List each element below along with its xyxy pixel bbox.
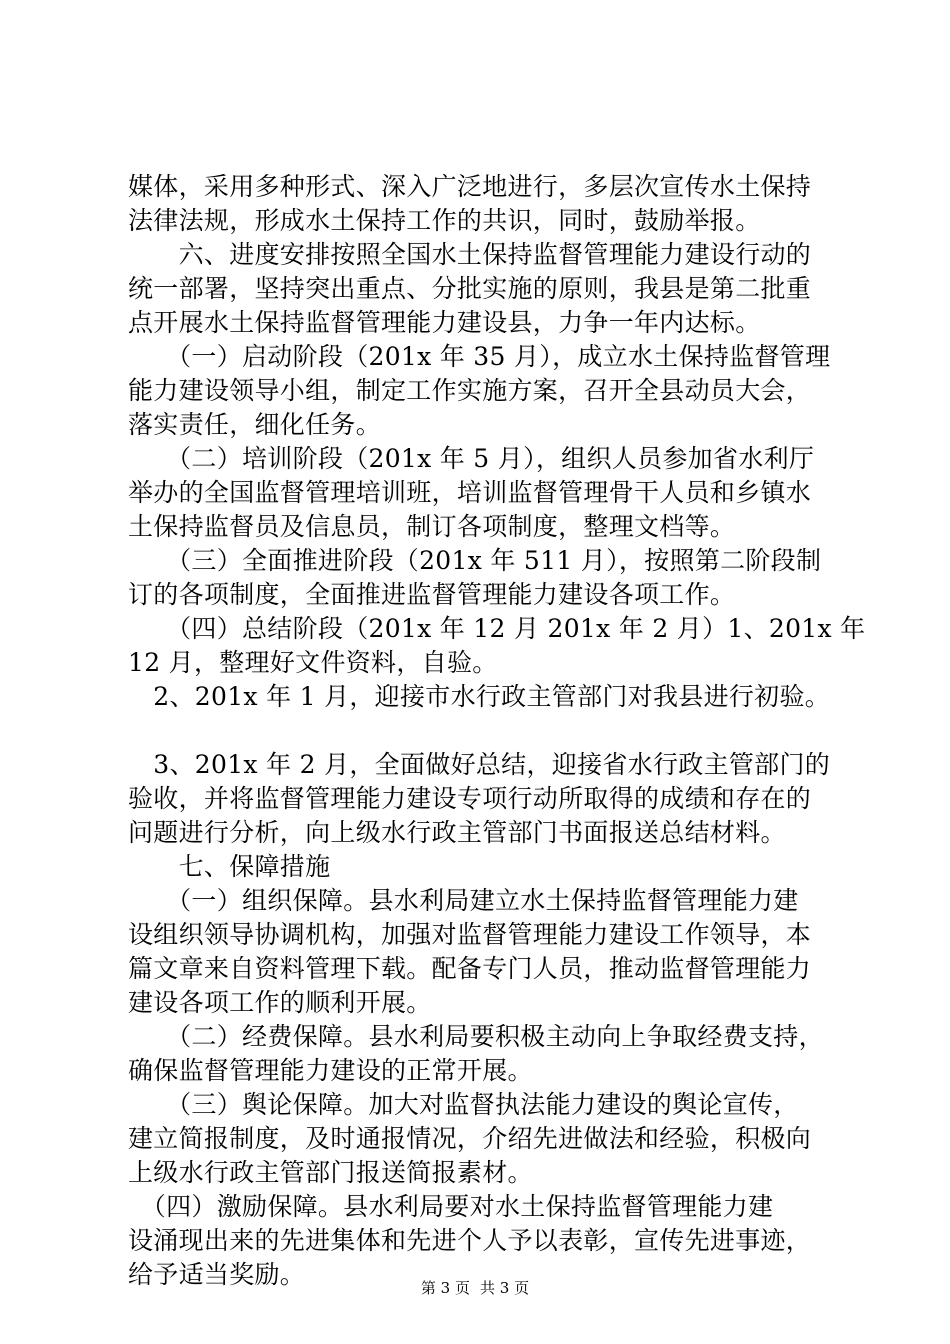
text-line: 2、201x 年 1 月，迎接市水行政主管部门对我县进行初验。 — [128, 682, 831, 711]
text-line: （一）启动阶段（201x 年 35 月），成立水土保持监督管理 — [128, 342, 831, 371]
text-line: 举办的全国监督管理培训班，培训监督管理骨干人员和乡镇水 — [128, 478, 812, 507]
text-line: 点开展水土保持监督管理能力建设县，力争一年内达标。 — [128, 308, 761, 337]
page-number: 第 3 页 — [420, 1279, 470, 1297]
page-footer — [0, 1278, 950, 1298]
text-line: 问题进行分析，向上级水行政主管部门书面报送总结材料。 — [128, 818, 786, 847]
text-line: 篇文章来自资料管理下载。配备专门人员，推动监督管理能力 — [128, 954, 812, 983]
page-total: 共 3 页 — [480, 1279, 530, 1297]
text-line: 确保监督管理能力建设的正常开展。 — [128, 1056, 533, 1085]
text-line: 设组织领导协调机构，加强对监督管理能力建设工作领导，本 — [128, 920, 812, 949]
text-line: 能力建设领导小组，制定工作实施方案，召开全县动员大会， — [128, 376, 812, 405]
text-line: 建设各项工作的顺利开展。 — [128, 988, 432, 1017]
text-line: 设涌现出来的先进集体和先进个人予以表彰，宣传先进事迹， — [128, 1226, 812, 1255]
text-line: （一）组织保障。县水利局建立水土保持监督管理能力建 — [128, 886, 799, 915]
blank-line — [128, 714, 828, 748]
text-line: 给予适当奖励。 — [128, 1260, 306, 1289]
text-line: （四）激励保障。县水利局要对水土保持监督管理能力建 — [128, 1192, 774, 1221]
text-line: （三）全面推进阶段（201x 年 511 月），按照第二阶段制 — [128, 546, 822, 575]
text-line: （二）培训阶段（201x 年 5 月），组织人员参加省水利厅 — [128, 444, 815, 473]
text-line: 统一部署，坚持突出重点、分批实施的原则，我县是第二批重 — [128, 274, 812, 303]
text-line: 验收，并将监督管理能力建设专项行动所取得的成绩和存在的 — [128, 784, 812, 813]
document-body — [128, 170, 866, 1292]
text-line: 订的各项制度，全面推进监督管理能力建设各项工作。 — [128, 580, 736, 609]
text-line: 法律法规，形成水土保持工作的共识，同时，鼓励举报。 — [128, 206, 761, 235]
text-line: 建立简报制度，及时通报情况，介绍先进做法和经验，积极向 — [128, 1124, 812, 1153]
text-line: （三）舆论保障。加大对监督执法能力建设的舆论宣传， — [128, 1090, 799, 1119]
text-line: 3、201x 年 2 月，全面做好总结，迎接省水行政主管部门的 — [128, 750, 831, 779]
text-line: 六、进度安排按照全国水土保持监督管理能力建设行动的 — [128, 240, 812, 269]
text-line: （二）经费保障。县水利局要积极主动向上争取经费支持， — [128, 1022, 824, 1051]
text-line: （四）总结阶段（201x 年 12 月 201x 年 2 月）1、201x 年 — [128, 614, 866, 643]
section-heading: 七、保障措施 — [128, 852, 331, 881]
text-line: 上级水行政主管部门报送简报素材。 — [128, 1158, 533, 1187]
text-line: 12 月，整理好文件资料，自验。 — [128, 648, 498, 677]
text-line: 土保持监督员及信息员，制订各项制度，整理文档等。 — [128, 512, 736, 541]
text-line: 落实责任，细化任务。 — [128, 410, 382, 439]
text-line: 媒体，采用多种形式、深入广泛地进行，多层次宣传水土保持 — [128, 172, 812, 201]
